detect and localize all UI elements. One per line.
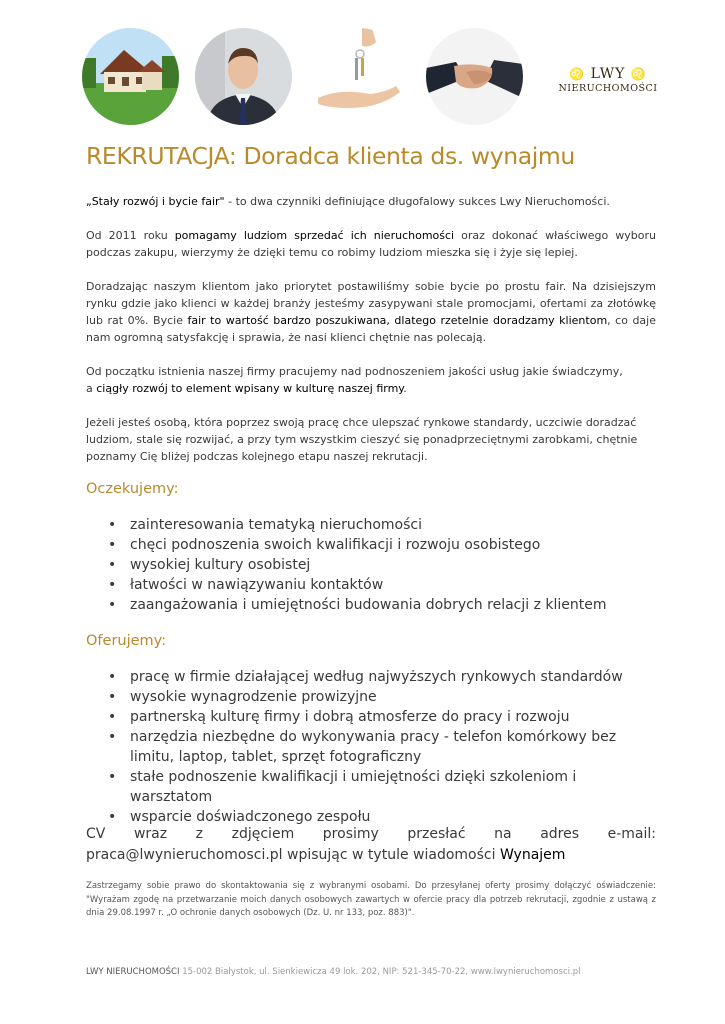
cv-text: CV wraz z zdjęciem prosimy przesłać na adres e-mail: praca@lwynieruchomosci.pl wpisując w tytule wiadomości — [86, 826, 656, 863]
bullet-icon: • — [108, 809, 117, 825]
list-item — [108, 707, 656, 727]
bullet-icon: • — [108, 769, 117, 785]
list-item — [108, 667, 656, 687]
list-item — [108, 727, 656, 767]
company-logo — [553, 66, 663, 102]
list-item-text: stałe podnoszenie kwalifikacji i umiejętności dzięki szkoleniom i warsztatom — [130, 769, 577, 805]
intro-p4-end: . — [403, 382, 407, 395]
list-item-text: chęci podnoszenia swoich kwalifikacji i rozwoju osobistego — [130, 537, 541, 553]
list-item — [108, 687, 656, 707]
logo-line1: LWY — [590, 66, 626, 82]
expect-heading: Oczekujemy: — [86, 481, 179, 497]
consultant-photo — [195, 28, 292, 125]
bullet-icon: • — [108, 709, 117, 725]
lion-icon: ♌ — [630, 67, 647, 81]
intro-paragraph-2 — [86, 227, 656, 261]
keys-photo — [310, 28, 407, 125]
bullet-icon: • — [108, 577, 117, 593]
cv-subject: Wynajem — [499, 847, 566, 863]
list-item — [108, 595, 656, 615]
list-item-text: zaangażowania i umiejętności budowania dobrych relacji z klientem — [130, 597, 607, 613]
intro-p1-text: - to dwa czynniki definiujące długofalowy sukces Lwy Nieruchomości. — [224, 195, 610, 208]
list-item-text: wsparcie doświadczonego zespołu — [130, 809, 371, 825]
bullet-icon: • — [108, 537, 117, 553]
intro-p2-rest: oraz dokonać właściwego wyboru podczas zakupu, wierzymy że dzięki temu co robimy ludziom mieszka się i żyje się lepiej. — [86, 229, 656, 259]
legal-notice: Zastrzegamy sobie prawo do skontaktowania się z wybranymi osobami. Do przesyłanej oferty prosimy dołączyć oświadczenie: "Wyrażam zgodę na przetwarzanie moich danych osobowych zawartych w ofercie pracy dla potrzeb rekrutacji, zgodnie z ustawą z dnia 29.08.1997 r. „O ochronie danych osobowych (Dz. U. nr 133, poz. 883)". — [86, 881, 656, 918]
intro-p4-start: Od początku istnienia naszej firmy pracujemy nad podnoszeniem jakości usług jakie świadczymy, — [86, 365, 623, 378]
expect-list — [108, 515, 656, 615]
list-item — [108, 555, 656, 575]
intro-p4-a: a — [86, 382, 97, 395]
lion-icon: ♌ — [569, 67, 586, 81]
list-item-text: partnerską kulturę firmy i dobrą atmosferze do pracy i rozwoju — [130, 709, 570, 725]
house-photo — [82, 28, 179, 125]
list-item-text: wysokie wynagrodzenie prowizyjne — [130, 689, 377, 705]
list-item-text: wysokiej kultury osobistej — [130, 557, 311, 573]
bullet-icon: • — [108, 517, 117, 533]
bullet-icon: • — [108, 669, 117, 685]
list-item-text: narzędzia niezbędne do wykonywania pracy - telefon komórkowy bez limitu, laptop, tablet, sprzęt fotograficzny — [130, 729, 617, 765]
logo-line2: NIERUCHOMOŚCI — [558, 83, 658, 94]
intro-p2-strong: pomagamy ludziom sprzedać ich nieruchomości — [174, 229, 455, 242]
intro-paragraph-1 — [86, 193, 610, 210]
cv-instruction — [86, 824, 656, 866]
footer-address: 15-002 Białystok, ul. Sienkiewicza 49 lok. 202, NIP: 521-345-70-22, www.lwynieruchomosci.pl — [179, 967, 581, 977]
offer-heading: Oferujemy: — [86, 633, 167, 649]
list-item — [108, 575, 656, 595]
list-item-text: zainteresowania tematyką nieruchomości — [130, 517, 422, 533]
list-item-text: łatwości w nawiązywaniu kontaktów — [130, 577, 384, 593]
bullet-icon: • — [108, 597, 117, 613]
intro-p3-start: Doradzając naszym klientom jako priorytet postawiliśmy sobie bycie po prostu fair. Na dzisiejszym rynku gdzie jako klienci w każdej branży jesteśmy zasypywani stale promocjami, ofertami za złotówkę lub rat 0%. Bycie — [86, 280, 656, 327]
list-item-text: pracę w firmie działającej według najwyższych rynkowych standardów — [130, 669, 623, 685]
bullet-icon: • — [108, 689, 117, 705]
intro-paragraph-5: Jeżeli jesteś osobą, która poprzez swoją pracę chce ulepszać rynkowe standardy, uczciwie doradzać ludziom, stale się rozwijać, a przy tym wszystkim cieszyć się ponadprzeciętnymi zarobkami, chętnie poznamy Cię bliżej podczas kolejnego etapu naszej rekrutacji. — [86, 416, 638, 463]
handshake-photo — [426, 28, 523, 125]
intro-p3-strong: fair to wartość bardzo poszukiwana, dlatego rzetelnie doradzamy klientom — [187, 314, 608, 327]
intro-paragraph-4 — [86, 363, 623, 397]
offer-list — [108, 667, 656, 827]
bullet-icon: • — [108, 557, 117, 573]
bullet-icon: • — [108, 729, 117, 745]
intro-p2-start: Od 2011 roku — [86, 229, 175, 242]
list-item — [108, 767, 656, 807]
intro-slogan: „Stały rozwój i bycie fair" — [86, 195, 225, 208]
footer-brand: LWY NIERUCHOMOŚCI — [86, 967, 180, 977]
intro-p4-strong: ciągły rozwój to element wpisany w kulturę naszej firmy — [96, 382, 404, 395]
page-title: REKRUTACJA: Doradca klienta ds. wynajmu — [86, 142, 575, 170]
footer — [86, 967, 580, 977]
list-item — [108, 515, 656, 535]
intro-p3-rest: , co daje nam ogromną satysfakcję i sprawia, że nasi klienci chętnie nas polecają. — [86, 314, 656, 344]
intro-paragraph-3 — [86, 278, 656, 346]
list-item — [108, 535, 656, 555]
